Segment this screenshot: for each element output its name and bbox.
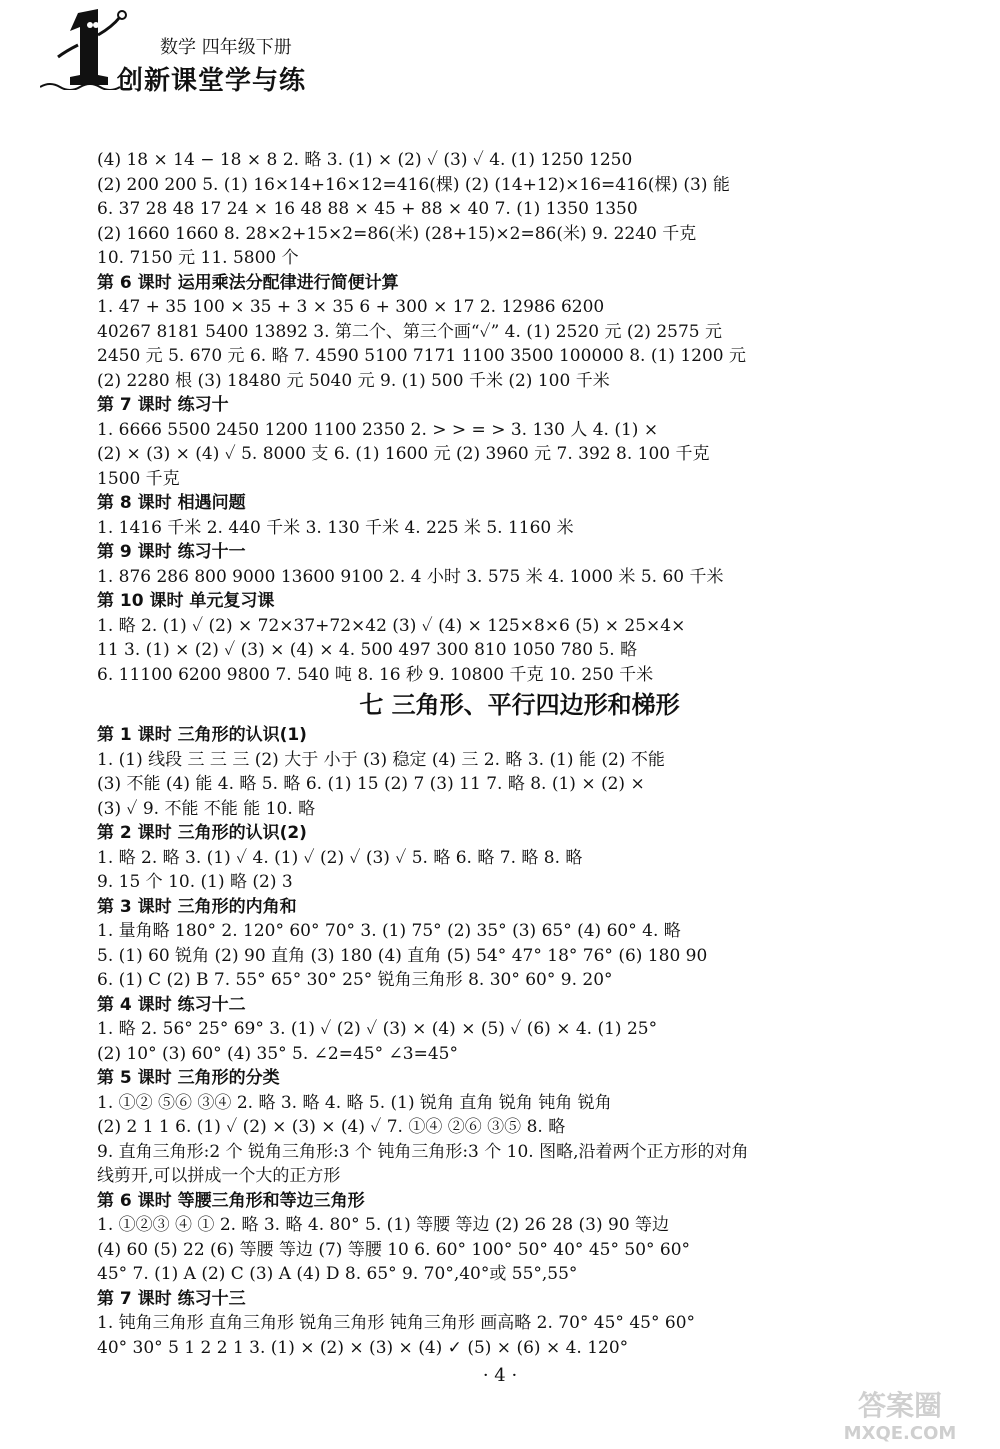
answer-line: 1. 6666 5500 2450 1200 1100 2350 2. > > = > 3. 130 人 4. (1) × [97, 419, 659, 440]
answer-line: 9. 直角三角形:2 个 锐角三角形:3 个 钝角三角形:3 个 10. 图略,沿着两个正方形的对角 [97, 1141, 749, 1162]
svg-text:MXQE.COM: MXQE.COM [843, 1423, 957, 1444]
answer-line: (2) × (3) × (4) ✓ 5. 8000 支 6. (1) 1600 元 (2) 3960 元 7. 392 8. 100 千克 [97, 444, 710, 464]
lesson-heading: 第 2 课时 三角形的认识(2) [97, 823, 307, 843]
answer-line: 1. ①② ⑤⑥ ③④ 2. 略 3. 略 4. 略 5. (1) 锐角 直角 锐角 钝角 锐角 [97, 1092, 612, 1113]
answer-line: 1. (1) 线段 三 三 三 (2) 大于 小于 (3) 稳定 (4) 三 2. 略 3. (1) 能 (2) 不能 [97, 749, 665, 770]
answer-line: 6. 37 28 48 17 24 × 16 48 88 × 45 + 88 × 40 7. (1) 1350 1350 [97, 199, 638, 219]
answer-line: (3) 不能 (4) 能 4. 略 5. 略 6. (1) 15 (2) 7 (3) 11 7. 略 8. (1) × (2) × [97, 774, 645, 794]
chapter-title: 七 三角形、平行四边形和梯形 [359, 691, 680, 719]
answer-line: 1. 量角略 180° 2. 120° 60° 70° 3. (1) 75° (2) 35° (3) 65° (4) 60° 4. 略 [97, 921, 681, 941]
answer-line: 1. ①②③ ④ ① 2. 略 3. 略 4. 80° 5. (1) 等腰 等边 (2) 26 28 (3) 90 等边 [97, 1215, 670, 1235]
answer-line: 40267 8181 5400 13892 3. 第二个、第三个画“✓” 4. (1) 2520 元 (2) 2575 元 [97, 321, 723, 342]
answer-line: (4) 18 × 14 − 18 × 8 2. 略 3. (1) × (2) ✓ (3) ✓ 4. (1) 1250 1250 [97, 150, 633, 170]
answer-line: (2) 200 200 5. (1) 16×14+16×12=416(棵) (2) (14+12)×16=416(棵) (3) 能 [97, 174, 730, 195]
answer-line: 1. 略 2. 略 3. (1) ✓ 4. (1) ✓ (2) ✓ (3) ✓ 5. 略 6. 略 7. 略 8. 略 [97, 847, 583, 868]
answer-line: 1. 略 2. (1) ✓ (2) × 72×37+72×42 (3) ✓ (4) × 125×8×6 (5) × 25×4× [97, 615, 686, 636]
answer-content [97, 148, 942, 1360]
answer-line: 1. 钝角三角形 直角三角形 锐角三角形 钝角三角形 画高略 2. 70° 45° 45° 60° [97, 1313, 696, 1333]
answer-line: 11 3. (1) × (2) ✓ (3) × (4) × 4. 500 497 300 810 1050 780 5. 略 [97, 640, 638, 660]
answer-line: 1. 1416 千米 2. 440 千米 3. 130 千米 4. 225 米 5. 1160 米 [97, 517, 574, 538]
answer-line: 6. 11100 6200 9800 7. 540 吨 8. 16 秒 9. 10800 千克 10. 250 千米 [97, 664, 654, 685]
answer-line: 5. (1) 60 锐角 (2) 90 直角 (3) 180 (4) 直角 (5) 54° 47° 18° 76° (6) 180 90 [97, 945, 708, 966]
answer-line: (4) 60 (5) 22 (6) 等腰 等边 (7) 等腰 10 6. 60° 100° 50° 40° 45° 50° 60° [97, 1239, 691, 1260]
lesson-heading: 第 6 课时 等腰三角形和等边三角形 [97, 1190, 365, 1211]
header-title: 创新课堂学与练 [117, 66, 307, 96]
answer-line: 40° 30° 5 1 2 2 1 3. (1) × (2) × (3) × (4) ✓ (5) × (6) × 4. 120° [97, 1337, 629, 1358]
lesson-heading: 第 5 课时 三角形的分类 [97, 1068, 280, 1088]
answer-line: 45° 7. (1) A (2) C (3) A (4) D 8. 65° 9. 70°,40°或 55°,55° [97, 1264, 578, 1284]
header-subtitle: 数学 四年级下册 [160, 37, 292, 58]
lesson-heading: 第 4 课时 练习十二 [97, 994, 246, 1015]
lesson-heading: 第 6 课时 运用乘法分配律进行简便计算 [97, 272, 399, 293]
answer-line: 10. 7150 元 11. 5800 个 [97, 248, 299, 268]
lesson-heading: 第 7 课时 练习十三 [97, 1288, 246, 1309]
answer-line: (3) ✓ 9. 不能 不能 能 10. 略 [97, 798, 316, 819]
answer-line: (2) 2280 根 (3) 18480 元 5040 元 9. (1) 500 千米 (2) 100 千米 [97, 370, 610, 391]
answer-line: (2) 1660 1660 8. 28×2+15×2=86(米) (28+15)×2=86(米) 9. 2240 千克 [97, 223, 697, 244]
answer-line: (2) 10° (3) 60° (4) 35° 5. ∠2=45° ∠3=45° [97, 1043, 458, 1064]
answer-line: 1. 47 + 35 100 × 35 + 3 × 35 6 + 300 × 17 2. 12986 6200 [97, 297, 605, 317]
watermark-logo [815, 1385, 985, 1445]
answer-line: 6. (1) C (2) B 7. 55° 65° 30° 25° 锐角三角形 8. 30° 60° 9. 20° [97, 970, 613, 990]
answer-line: 2450 元 5. 670 元 6. 略 7. 4590 5100 7171 1100 3500 100000 8. (1) 1200 元 [97, 346, 747, 366]
answer-line: 1500 千克 [97, 468, 180, 489]
svg-text:答案圈: 答案圈 [857, 1389, 943, 1422]
lesson-heading: 第 10 课时 单元复习课 [97, 591, 275, 611]
page-header [0, 0, 1000, 100]
lesson-heading: 第 1 课时 三角形的认识(1) [97, 725, 307, 745]
answer-line: 9. 15 个 10. (1) 略 (2) 3 [97, 872, 293, 892]
answer-line: (2) 2 1 1 6. (1) ✓ (2) × (3) × (4) ✓ 7. ①④ ②⑥ ③⑤ 8. 略 [97, 1117, 566, 1137]
lesson-heading: 第 3 课时 三角形的内角和 [97, 896, 297, 917]
answer-line: 1. 略 2. 56° 25° 69° 3. (1) ✓ (2) ✓ (3) × (4) × (5) ✓ (6) × 4. (1) 25° [97, 1019, 658, 1039]
answer-line: 线剪开,可以拼成一个大的正方形 [97, 1166, 341, 1186]
answer-line: 1. 876 286 800 9000 13600 9100 2. 4 小时 3. 575 米 4. 1000 米 5. 60 千米 [97, 566, 724, 587]
lesson-heading: 第 9 课时 练习十一 [97, 542, 246, 562]
lesson-heading: 第 8 课时 相遇问题 [97, 493, 246, 513]
lesson-heading: 第 7 课时 练习十 [97, 395, 229, 415]
page-number: · 4 · [482, 1365, 518, 1386]
